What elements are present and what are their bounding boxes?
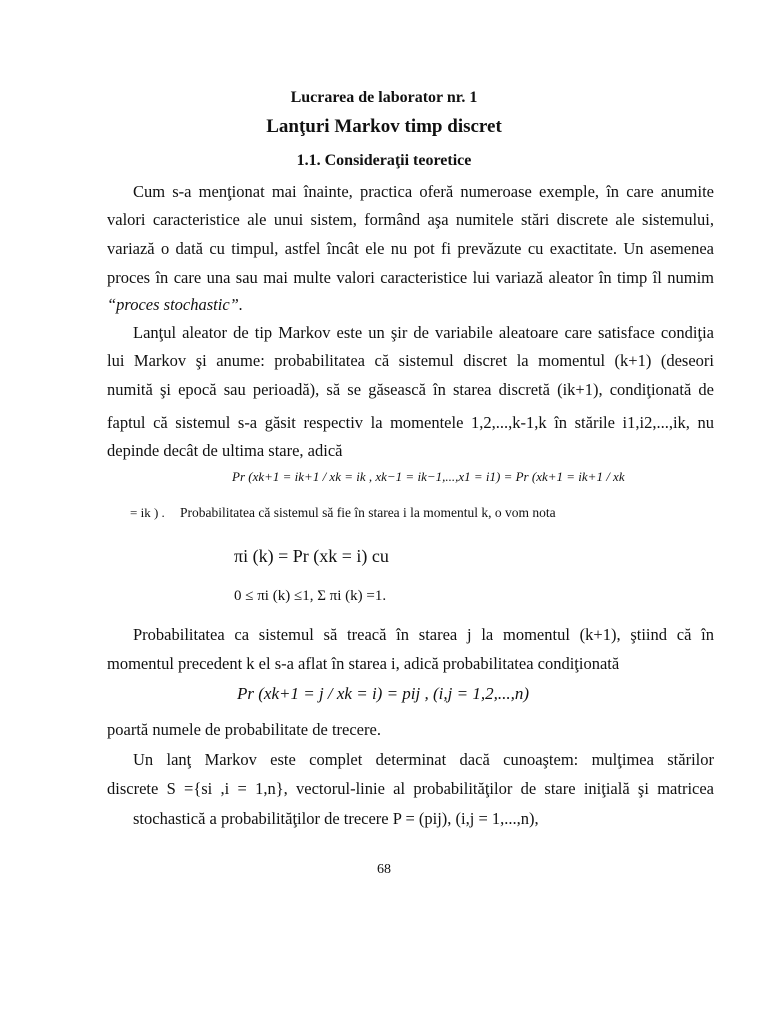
equation-state-probability: πi (k) = Pr (xk = i) cu <box>234 546 389 566</box>
state-probability-text: Probabilitatea că sistemul să fie în starea i la momentul k, o vom nota <box>180 505 556 520</box>
paragraph-2-line-2: lui Markov şi anume: probabilitatea că sistemul discret la momentul (k+1) (deseori <box>107 351 714 370</box>
paragraph-2-line-3: numită şi epocă sau perioadă), să se găsească în starea discretă (ik+1), condiţionată de <box>107 380 714 399</box>
paragraph-5-line-3: stochastică a probabilităţilor de trecere P = (pij), (i,j = 1,...,n), <box>133 809 539 828</box>
equation-probability-constraint: 0 ≤ πi (k) ≤1, Σ πi (k) =1. <box>234 588 387 604</box>
paragraph-3-line-1: Probabilitatea ca sistemul să treacă în starea j la momentul (k+1), ştiind că în <box>133 625 714 644</box>
equation-transition-probability: Pr (xk+1 = j / xk = i) = pij , (i,j = 1,2,...,n) <box>237 684 529 703</box>
paragraph-2-line-5: depinde decât de ultima stare, adică <box>107 441 343 460</box>
paragraph-1-line-4: proces în care una sau mai multe valori caracteristice lui variază aleator în timp îl numim <box>107 268 714 287</box>
paragraph-4: poartă numele de probabilitate de trecere. <box>107 720 381 739</box>
paragraph-5-line-2: discrete S ={si ,i = 1,n}, vectorul-linie al probabilităţilor de stare iniţială şi matricea <box>107 779 714 798</box>
paragraph-1-line-2: valori caracteristice ale unui sistem, formând aşa numitele stări discrete ale sistemului, <box>107 210 714 229</box>
paragraph-2-line-4: faptul că sistemul s-a găsit respectiv la momentele 1,2,...,k-1,k în stările i1,i2,...,ik, nu <box>107 413 714 432</box>
paragraph-1-line-5: “proces stochastic”. <box>107 295 243 314</box>
lab-title: Lucrarea de laborator nr. 1 <box>290 89 478 106</box>
equation-markov-property: Pr (xk+1 = ik+1 / xk = ik , xk−1 = ik−1,...,x1 = i1) = Pr (xk+1 = ik+1 / xk <box>232 469 625 484</box>
main-title: Lanţuri Markov timp discret <box>266 116 502 137</box>
paragraph-2-line-1: Lanţul aleator de tip Markov este un şir de variabile aleatoare care satisface condiţia <box>133 323 714 342</box>
equation-markov-property-end: = ik ) . <box>130 505 165 520</box>
page-number: 68 <box>377 862 391 877</box>
section-title: 1.1. Consideraţii teoretice <box>296 152 472 169</box>
paragraph-1-line-1: Cum s-a menţionat mai înainte, practica oferă numeroase exemple, în care anumite <box>133 182 714 201</box>
paragraph-3-line-2: momentul precedent k el s-a aflat în starea i, adică probabilitatea condiţionată <box>107 654 620 673</box>
paragraph-1-line-3: variază o dată cu timpul, astfel încât ele nu pot fi prevăzute cu exactitate. Un asemenea <box>107 239 714 258</box>
paragraph-5-line-1: Un lanţ Markov este complet determinat dacă cunoaştem: mulţimea stărilor <box>133 750 714 769</box>
